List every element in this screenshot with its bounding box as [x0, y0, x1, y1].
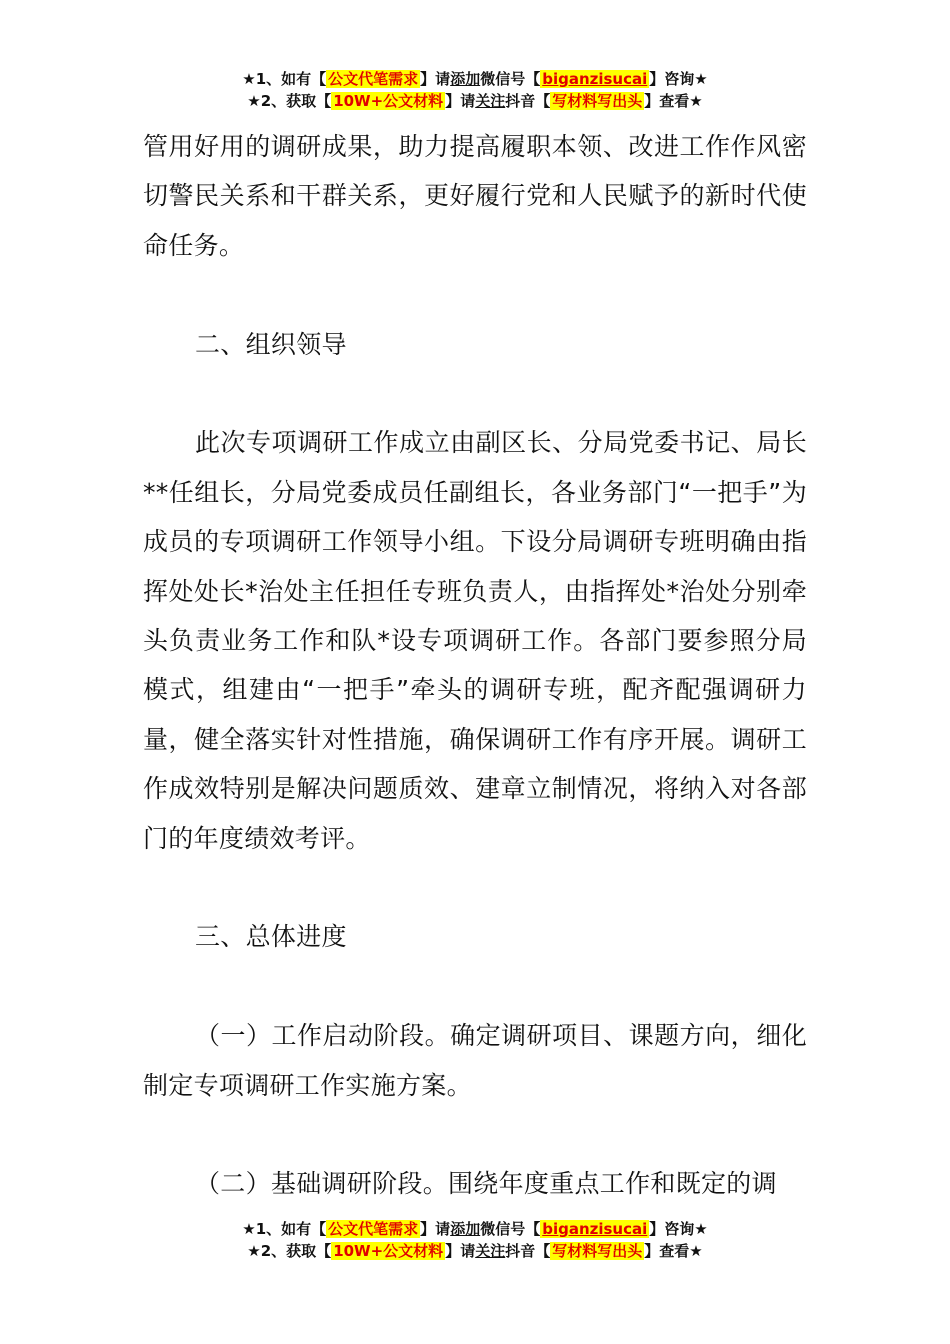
highlight-douyin-id: 写材料写出头 — [552, 92, 643, 110]
promo-line-1: ★1、如有【 公文代笔需求 】请添加微信号【 biganzisucai 】咨询★ — [242, 70, 708, 88]
document-body — [143, 122, 807, 1209]
promo-line-2: ★2、获取【 10W+公文材料 】请关注抖音【 写材料写出头 】查看★ — [247, 1242, 703, 1260]
highlight-service: 公文代笔需求 — [328, 1220, 419, 1238]
promo-banner-bottom — [0, 1218, 950, 1262]
paragraph-organization: 此次专项调研工作成立由副区长、分局党委书记、局长**任组长，分局党委成员任副组长，各业务部门“一把手”为成员的专项调研工作领导小组。下设分局调研专班明确由指挥处处长*治处主任担任专班负责人，由指挥处*治处分别牵头负责业务工作和队*设专项调研工作。各部门要参照分局模式，组建由“一把手”牵头的调研专班，配齐配强调研力量，健全落实针对性措施，确保调研工作有序开展。调研工作成效特别是解决问题质效、建章立制情况，将纳入对各部门的年度绩效考评。 — [143, 428, 807, 853]
paragraph-stage-2: （二）基础调研阶段。围绕年度重点工作和既定的调 — [195, 1169, 777, 1199]
section-heading-progress: 三、总体进度 — [195, 922, 347, 952]
section-heading-organization: 二、组织领导 — [195, 329, 347, 359]
highlight-service: 公文代笔需求 — [328, 70, 419, 88]
promo-banner-top — [0, 68, 950, 112]
paragraph-intro-tail: 管用好用的调研成果，助力提高履职本领、改进工作作风密切警民关系和干群关系，更好履行党和人民赋予的新时代使命任务。 — [143, 132, 807, 260]
paragraph-stage-1: （一）工作启动阶段。确定调研项目、课题方向，细化制定专项调研工作实施方案。 — [143, 1021, 807, 1100]
highlight-materials: 10W+公文材料 — [333, 92, 444, 110]
highlight-materials: 10W+公文材料 — [333, 1242, 444, 1260]
promo-line-2: ★2、获取【 10W+公文材料 】请关注抖音【 写材料写出头 】查看★ — [247, 92, 703, 110]
highlight-wechat-id: biganzisucai — [542, 70, 648, 88]
highlight-douyin-id: 写材料写出头 — [552, 1242, 643, 1260]
highlight-wechat-id: biganzisucai — [542, 1220, 648, 1238]
promo-line-1: ★1、如有【 公文代笔需求 】请添加微信号【 biganzisucai 】咨询★ — [242, 1220, 708, 1238]
